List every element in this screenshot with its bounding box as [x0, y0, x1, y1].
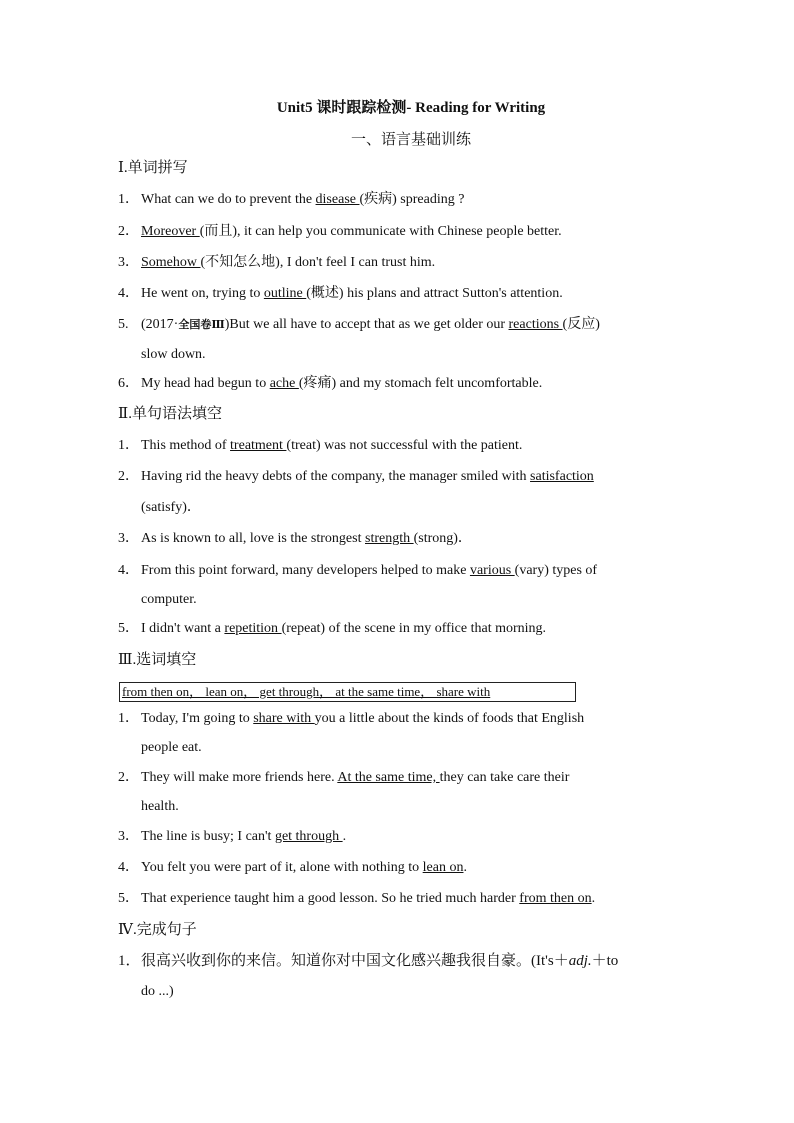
list-item-continuation: health.: [141, 799, 179, 814]
page-title: Unit5 课时跟踪检测- Reading for Writing: [276, 100, 546, 116]
list-item: 1．很高兴收到你的来信。知道你对中国文化感兴趣我很自豪。(It's＋adj.＋to: [118, 953, 619, 969]
list-item: 3． The line is busy; I can't get through .: [118, 829, 347, 844]
list-item-continuation: do ...): [141, 984, 174, 999]
list-item-continuation: (satisfy)．: [141, 500, 201, 515]
section-heading-4: Ⅳ.完成句子: [118, 922, 197, 938]
list-item: 1． Today, I'm going to share with you a little about the kinds of foods that English: [118, 711, 585, 726]
list-item: 2． Moreover (而且), it can help you communicate with Chinese people better.: [118, 224, 562, 239]
list-item-continuation: computer.: [141, 592, 197, 607]
list-item: 4． From this point forward, many developers helped to make various (vary) types of: [118, 563, 598, 578]
list-item: 5． I didn't want a repetition (repeat) of the scene in my office that morning.: [118, 621, 547, 636]
section-heading-3: Ⅲ.选词填空: [118, 652, 197, 668]
list-item-continuation: slow down.: [141, 347, 206, 362]
section-heading-2: Ⅱ.单句语法填空: [118, 406, 222, 422]
list-item: 5． That experience taught him a good lesson. So he tried much harder from then on.: [118, 891, 596, 906]
page-subtitle: 一、语言基础训练: [350, 132, 471, 148]
list-item: 2． Having rid the heavy debts of the company, the manager smiled with satisfaction: [118, 469, 594, 484]
list-item: 1． This method of treatment (treat) was not successful with the patient.: [118, 438, 523, 453]
section-heading-1: Ⅰ.单词拼写: [118, 160, 188, 176]
list-item: 2． They will make more friends here. At the same time, they can take care their: [118, 770, 570, 785]
list-item: 3． Somehow (不知怎么地), I don't feel I can trust him.: [118, 255, 436, 270]
list-item: 5.(2017·全国卷Ⅲ)But we all have to accept that as we get older our reactions (反应): [118, 317, 600, 332]
list-item: 3． As is known to all, love is the strongest strength (strong)．: [118, 531, 472, 546]
word-bank-text: from then on， lean on， get through， at the same time， share with: [122, 684, 491, 699]
word-bank-box: [119, 682, 576, 702]
list-item-continuation: people eat.: [141, 740, 202, 755]
list-item: 4． You felt you were part of it, alone with nothing to lean on.: [118, 860, 467, 875]
list-item: 4． He went on, trying to outline (概述) his plans and attract Sutton's attention.: [118, 286, 563, 301]
list-item: 6． My head had begun to ache (疼痛) and my stomach felt uncomfortable.: [118, 376, 543, 391]
list-item: 1． What can we do to prevent the disease (疾病) spreading ?: [118, 192, 465, 207]
